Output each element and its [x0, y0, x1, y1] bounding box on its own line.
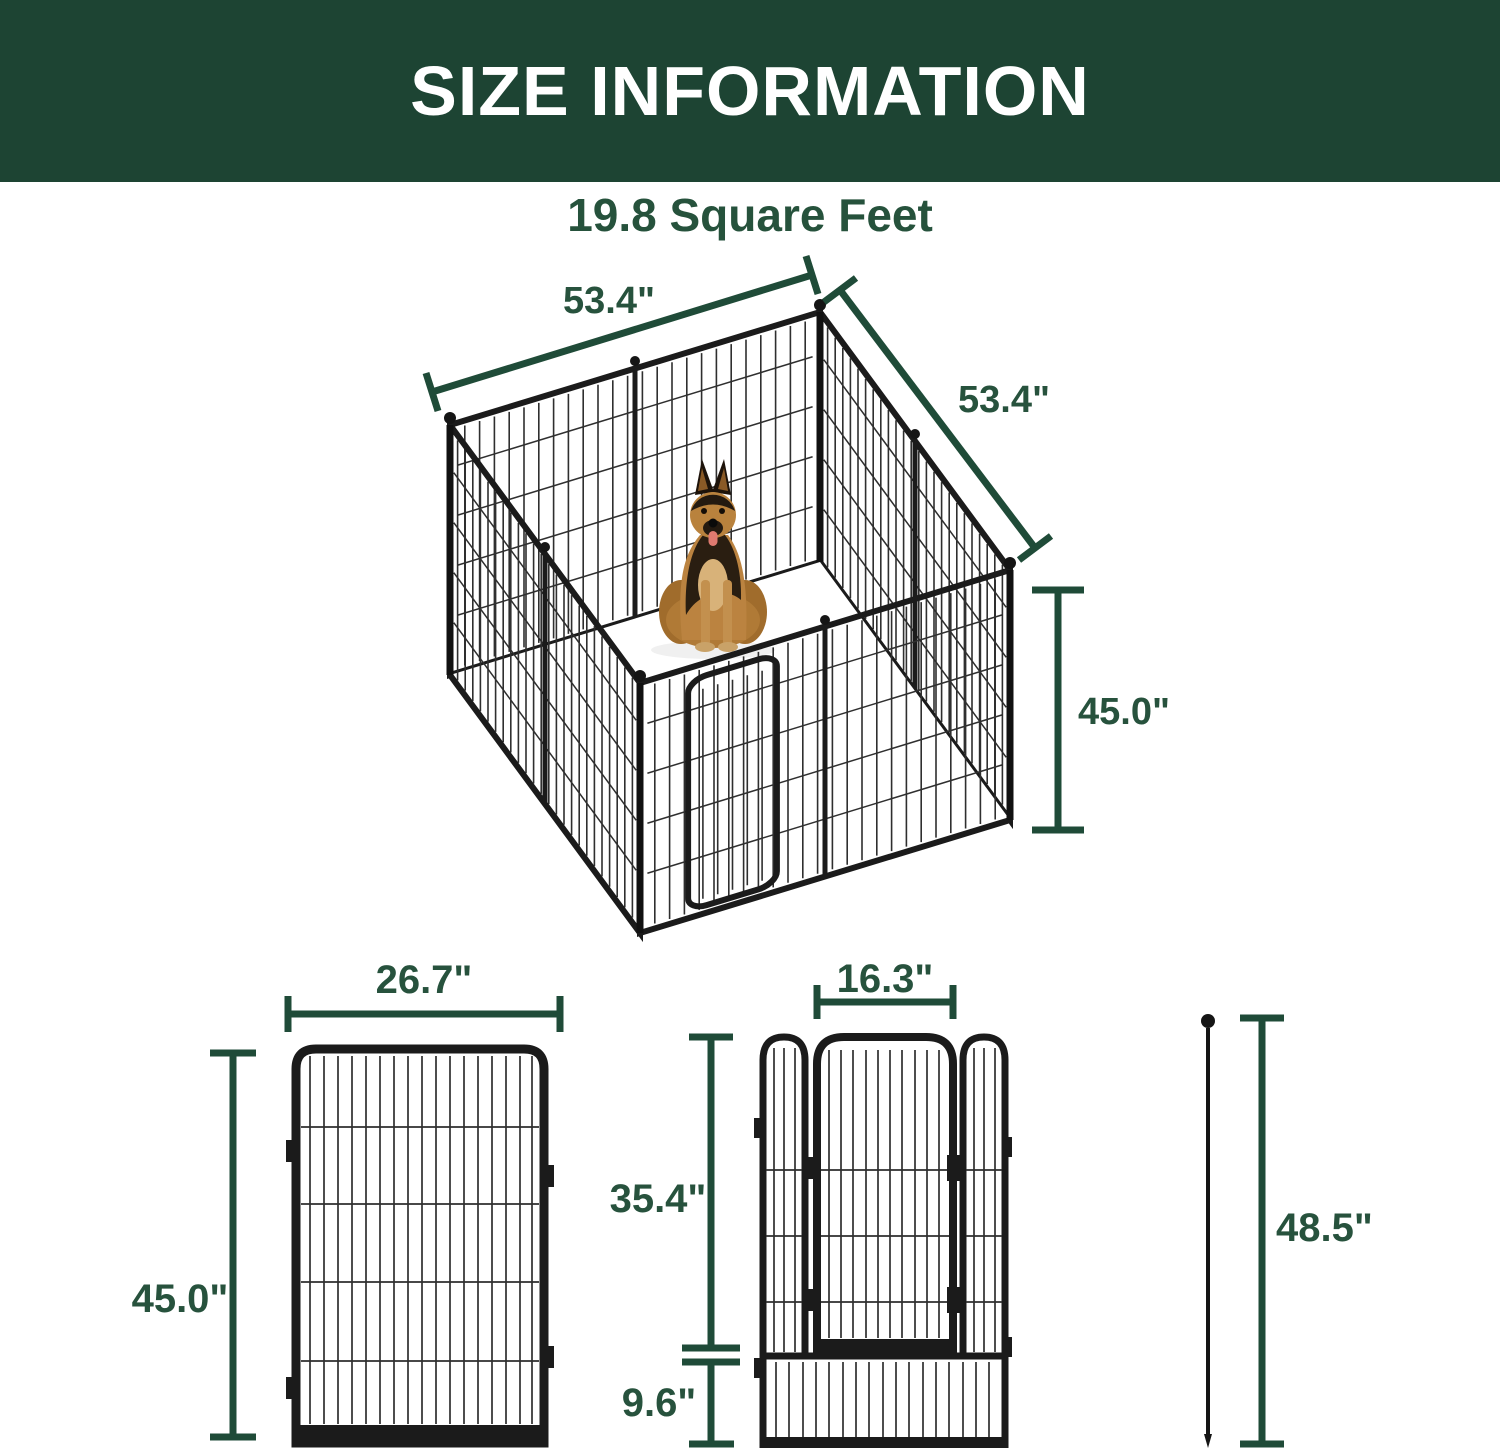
panel-tab: [544, 1346, 554, 1368]
door-bottom-section: [763, 1356, 1005, 1447]
dim-label-stake-height: 48.5": [1276, 1206, 1373, 1250]
door-panel-tab: [754, 1358, 763, 1378]
dim-label-pen-width-right: 53.4": [958, 379, 1050, 421]
page-title: SIZE INFORMATION: [410, 52, 1090, 130]
dim-label-pen-height: 45.0": [1078, 691, 1170, 733]
door-panel-tab: [754, 1118, 763, 1138]
panel-tab: [544, 1165, 554, 1187]
single-panel-view: [132, 958, 560, 1443]
door-gate: [817, 1037, 953, 1351]
door-panel-tab: [1003, 1337, 1012, 1357]
dim-label-panel-height: 45.0": [131, 1277, 229, 1321]
door-panel-view: [610, 957, 1012, 1447]
door-hinge: [947, 1155, 960, 1181]
door-latch: [806, 1289, 815, 1311]
dog-illustration: [651, 459, 775, 659]
door-bottom-rail: [821, 1339, 949, 1351]
panel-bottom-rail: [296, 1425, 544, 1443]
dim-label-bottom-height: 9.6": [621, 1381, 697, 1425]
panel-tab: [286, 1140, 296, 1162]
stake-tip: [1204, 1434, 1212, 1448]
panel-tab: [286, 1377, 296, 1399]
bottom-section-rail: [763, 1437, 1005, 1447]
dim-label-pen-width-left: 53.4": [563, 280, 655, 322]
dim-label-door-height: 35.4": [609, 1177, 707, 1221]
door-panel-tab: [1003, 1137, 1012, 1157]
stake-ball-top: [1201, 1014, 1215, 1028]
dim-label-door-width: 16.3": [836, 957, 934, 1001]
door-hinge: [947, 1287, 960, 1313]
pen-3d-view: [444, 299, 1016, 933]
dim-label-panel-width: 26.7": [375, 958, 473, 1002]
area-subtitle: 19.8 Square Feet: [567, 189, 933, 241]
door-latch: [806, 1157, 815, 1179]
ground-stake-view: [1201, 1014, 1373, 1448]
